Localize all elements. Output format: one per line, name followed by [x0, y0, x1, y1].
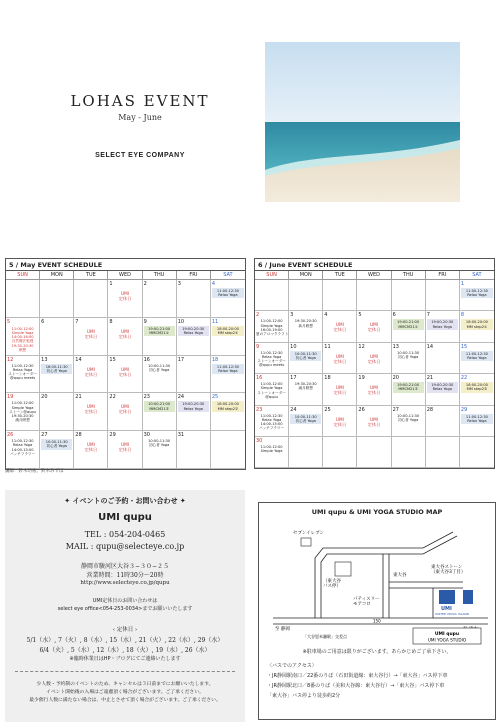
event-entry: 11:00-12:30 Relax Yoga	[461, 288, 493, 298]
map-label-east: 東大谷	[393, 573, 407, 578]
day-number: 25	[211, 394, 219, 401]
may-dow-sat: SAT	[211, 271, 245, 280]
day-number: 27	[41, 432, 48, 439]
event-entry: 18:00-20:00 MM step2①	[212, 326, 244, 336]
umi-annex-marker	[463, 590, 473, 604]
map-label-umi: UMI	[441, 606, 452, 612]
june-dow-fri: FRI	[426, 271, 460, 280]
map-label-ando	[323, 577, 341, 589]
may-day-cell	[143, 318, 177, 356]
event-entry: 10:00-11:30 初心者 Yoga	[397, 413, 420, 422]
june-day-cell	[392, 437, 426, 468]
event-entry: 11:00-12:30 Relax Yoga 14:00-15:00 バッチフラワー	[258, 413, 285, 431]
day-number: 4	[324, 312, 328, 319]
june-calendar-title: 6 / June EVENT SCHEDULE	[255, 259, 494, 271]
day-number: 2	[256, 312, 260, 319]
may-day-cell	[6, 318, 40, 356]
june-day-cell	[392, 280, 426, 311]
june-day-cell	[323, 280, 357, 311]
event-entry: 18:00-20:00 MM step2②	[461, 382, 493, 392]
june-day-cell	[323, 437, 357, 468]
closed-day-inquiry-note: UMI定休日のお問い合わせは	[92, 598, 158, 604]
event-entry: 11:00-12:00 Simple Yoga	[260, 444, 283, 454]
day-number: 28	[426, 406, 434, 413]
closed-day-label: UMI 定休日	[367, 322, 381, 333]
day-number: 1	[109, 281, 113, 287]
may-day-cell	[40, 356, 74, 394]
event-entry: 11:00-12:30 Relax Yoga	[461, 414, 493, 424]
closed-day-label: UMI 定休日	[84, 328, 98, 339]
day-number: 7	[75, 318, 79, 325]
may-day-cell	[211, 431, 245, 469]
june-day-cell	[460, 374, 494, 405]
may-day-cell	[6, 356, 40, 394]
studio-map-panel	[258, 502, 496, 720]
may-day-cell	[143, 280, 177, 318]
cancellation-note: 少人数・予約制のイベントのため、キャンセルは３日前までにお願いいたします。	[36, 682, 214, 687]
june-day-cell	[323, 343, 357, 374]
june-day-cell	[392, 406, 426, 437]
may-day-cell	[108, 318, 142, 356]
june-calendar	[254, 258, 495, 469]
may-dow-sun: SUN	[6, 271, 40, 280]
june-day-cell	[289, 343, 323, 374]
june-day-cell	[289, 406, 323, 437]
event-entry: 11:00-12:00 Simple Yoga 16:00-19:00 夏のアロマクラフト	[256, 319, 289, 336]
june-day-cell	[460, 406, 494, 437]
day-number: 28	[75, 432, 82, 439]
june-day-cell	[426, 311, 460, 342]
day-number: 16	[256, 375, 263, 382]
june-day-cell	[289, 280, 323, 311]
day-number: 19	[7, 394, 14, 401]
june-day-cell	[426, 437, 460, 468]
event-period: May - June	[118, 113, 162, 122]
may-day-cell	[211, 318, 245, 356]
june-day-cell	[357, 343, 391, 374]
june-day-cell	[357, 406, 391, 437]
may-day-cell	[6, 280, 40, 318]
june-day-cell	[392, 343, 426, 374]
may-day-cell	[74, 393, 108, 431]
may-day-cell	[177, 318, 211, 356]
may-day-cell	[211, 356, 245, 394]
event-entry: 10:00-11:30 初心者 Yoga	[290, 414, 321, 424]
instructors: 講師：鈴木功祐、鈴木みずほ	[5, 469, 64, 474]
may-day-cell	[177, 356, 211, 394]
june-day-cell	[323, 406, 357, 437]
closed-day-label: UMI 定休日	[333, 416, 347, 427]
may-day-cell	[143, 356, 177, 394]
june-day-cell	[289, 374, 323, 405]
event-entry: 19:00-20:30 Relax Yoga	[427, 319, 458, 329]
may-day-cell	[40, 431, 74, 469]
closed-day-label: UMI 定休日	[118, 366, 132, 377]
map-label-seven: セブンイレブン	[293, 531, 324, 536]
day-number: 23	[256, 406, 263, 413]
june-day-cell	[255, 374, 289, 405]
divider	[15, 671, 235, 672]
closed-day-label: UMI 定休日	[118, 291, 132, 301]
map-label-line: パティスリー	[353, 597, 380, 602]
may-dow-fri: FRI	[177, 271, 211, 280]
june-calendar-grid	[255, 271, 494, 468]
office-contact-note: select eye office<054-253-0034>までお願いいたします	[57, 606, 193, 612]
bus-access-title: 〈バスでのアクセス〉	[267, 663, 317, 669]
june-day-cell	[357, 280, 391, 311]
umi-building-marker	[439, 590, 455, 604]
day-number: 25	[324, 406, 331, 413]
business-hours: 営業時間：11時30分〜20時	[86, 572, 164, 579]
closed-day-label: UMI 定休日	[333, 322, 347, 333]
closed-days-title: ‹ 定休日 ›	[112, 627, 138, 633]
june-day-cell	[426, 280, 460, 311]
late-entry-note: イベント開始後の入場はご遠慮頂く場合がございます。ご了承ください。	[46, 690, 204, 695]
bus-access	[267, 661, 448, 701]
event-entry: 18:00-20:00 MM step2①	[461, 319, 493, 329]
closed-days-june: 6/4（火）, 5（水）, 12（水）, 18（火）, 19（水）, 26（水）	[39, 647, 211, 654]
event-entry: 19:30-20:30 新月瞑想	[294, 319, 317, 328]
map-label-route: 150	[373, 618, 381, 624]
day-number: 9	[256, 343, 260, 350]
may-day-cell	[177, 393, 211, 431]
may-day-cell	[108, 393, 142, 431]
map-label-line: 東大谷ストーン	[431, 565, 463, 570]
event-entry: 19:00-21:00 MMCM21①	[144, 326, 175, 336]
event-entry: 19:00-20:30 Relax Yoga	[178, 401, 209, 411]
june-day-cell	[289, 437, 323, 468]
event-entry: 11:00-12:30 Relax Yoga ストーンオーダー @qupu meets	[257, 350, 286, 368]
day-number: 22	[109, 394, 116, 401]
day-number: 11	[211, 318, 219, 325]
parking-note: ※駐車場のご用意は限りがございます。あらかじめご了承下さい。	[302, 649, 452, 655]
event-entry: 11:00-12:30 Relax Yoga	[461, 351, 493, 361]
map-label-line: （東大谷	[323, 579, 341, 584]
contact-heading: ✦ イベントのご予約・お問い合わせ ✦	[64, 497, 186, 505]
phone-number[interactable]: TEL : 054-204-0465	[84, 530, 166, 539]
street-map	[263, 518, 493, 646]
june-day-cell	[255, 437, 289, 468]
day-number: 18	[211, 356, 219, 363]
bus-access-walk: 「東大谷」バス停より徒歩約2分	[267, 693, 341, 699]
june-day-cell	[255, 311, 289, 342]
event-entry: 11:00-12:30 Relax Yoga 14:00-15:00 バッチフラワー	[9, 439, 36, 456]
map-label-patisserie	[353, 596, 380, 607]
closed-day-label: UMI 定休日	[367, 416, 381, 427]
june-day-cell	[392, 311, 426, 342]
event-entry: 11:00-12:00 Simple Yoga ストーン@qupu 19:30-20:30 満月瞑想	[9, 401, 37, 423]
bus-stop-marker	[335, 562, 351, 576]
may-day-cell	[74, 318, 108, 356]
may-day-cell	[177, 280, 211, 318]
event-entry: 10:00-11:30 初心者 Yoga	[290, 351, 321, 361]
beach-photo	[265, 42, 460, 202]
may-day-cell	[211, 393, 245, 431]
event-entry: 19:00-21:00 MMCM21①	[393, 319, 424, 329]
event-entry: 18:00-20:00 MM step2②	[212, 401, 244, 411]
june-day-cell	[323, 374, 357, 405]
event-entry: 11:00-12:30 Relax Yoga ストーンオーダー @qupu meets	[8, 363, 37, 381]
day-number: 10	[177, 318, 185, 325]
day-number: 8	[109, 318, 113, 325]
may-calendar-title: 5 / May EVENT SCHEDULE	[6, 259, 245, 271]
june-day-cell	[460, 280, 494, 311]
day-number: 20	[392, 375, 399, 382]
closed-day-label: UMI 定休日	[84, 366, 98, 377]
bus-access-route-2: ・JR静岡駅北口／8番のりば（美和大谷線：東大谷行）→「東大谷」バス停下車	[267, 683, 445, 689]
event-entry: 10:00-21:00 MMCM21②	[144, 401, 175, 411]
closed-day-label: UMI 定休日	[118, 328, 132, 339]
june-day-cell	[255, 343, 289, 374]
may-day-cell	[74, 280, 108, 318]
day-number: 12	[7, 356, 14, 363]
june-day-cell	[460, 343, 494, 374]
closed-day-label: UMI 定休日	[118, 442, 132, 453]
day-number: 16	[143, 356, 150, 363]
map-studio-name: UMI qupu	[434, 632, 460, 637]
may-calendar	[5, 258, 246, 470]
day-number: 3	[177, 281, 181, 287]
closed-days-may: 5/1（水）, 7（火）, 8（水）, 15（水）, 21（火）, 22（水）, 29（水）	[26, 637, 224, 644]
event-entry: 19:00-20:30 Relax Yoga	[178, 326, 209, 336]
june-day-cell	[289, 311, 323, 342]
day-number: 29	[109, 432, 116, 439]
map-label-umi-sub: UNITED MUSIC ISLAND	[435, 612, 470, 616]
map-label-line: バス停）	[323, 584, 341, 589]
may-day-cell	[211, 280, 245, 318]
day-number: 7	[426, 312, 430, 319]
day-number: 13	[41, 356, 48, 363]
bus-access-route-1: ・JR静岡駅南口／22番のりば（石田街道線：東大谷行）→「東大谷」バス停下車	[267, 673, 448, 679]
day-number: 18	[324, 375, 331, 382]
june-dow-thu: THU	[392, 271, 426, 280]
may-day-cell	[6, 431, 40, 469]
day-number: 23	[143, 394, 150, 401]
closed-day-label: UMI 定休日	[333, 353, 347, 364]
day-number: 2	[143, 281, 147, 287]
day-number: 8	[460, 312, 465, 319]
june-dow-wed: WED	[357, 271, 391, 280]
may-dow-thu: THU	[143, 271, 177, 280]
event-entry: 19:00-20:30 Relax Yoga	[427, 382, 458, 392]
closed-day-label: UMI 定休日	[118, 404, 132, 415]
day-number: 24	[177, 394, 185, 401]
website-link[interactable]: http://www.selecteye.co.jp/qupu	[80, 580, 170, 586]
june-day-cell	[357, 311, 391, 342]
minimum-participants-note: 最少催行人数に満たない場合は、中止とさせて頂く場合がございます。ご了承ください。	[29, 698, 221, 703]
june-day-cell	[426, 406, 460, 437]
day-number: 21	[75, 394, 82, 401]
beach-illustration	[265, 42, 460, 202]
closed-day-label: UMI 定休日	[367, 353, 381, 364]
may-day-cell	[40, 393, 74, 431]
day-number: 14	[75, 356, 82, 363]
temporary-closure-note: ※臨時休業日はHP・ブログにてご連絡いたします	[69, 656, 181, 662]
contact-panel	[5, 490, 245, 722]
company-name: SELECT EYE COMPANY	[95, 152, 185, 159]
map-title: UMI qupu & UMI YOGA STUDIO MAP	[311, 508, 443, 516]
june-dow-sat: SAT	[460, 271, 494, 280]
day-number: 30	[256, 437, 263, 444]
day-number: 4	[211, 281, 216, 287]
day-number: 21	[426, 375, 434, 382]
may-day-cell	[40, 280, 74, 318]
june-day-cell	[426, 343, 460, 374]
june-day-cell	[357, 437, 391, 468]
day-number: 24	[290, 406, 297, 413]
may-day-cell	[108, 280, 142, 318]
june-dow-tue: TUE	[323, 271, 357, 280]
closed-day-label: UMI 定休日	[84, 442, 98, 453]
may-dow-wed: WED	[108, 271, 142, 280]
day-number: 13	[392, 343, 399, 350]
event-entry: 11:00-12:30 Relax Yoga	[212, 364, 244, 374]
day-number: 5	[7, 318, 11, 325]
june-day-cell	[426, 374, 460, 405]
may-day-cell	[143, 393, 177, 431]
map-label-hcl	[431, 563, 465, 575]
day-number: 14	[426, 343, 434, 350]
day-number: 1	[460, 281, 465, 287]
may-day-cell	[143, 431, 177, 469]
day-number: 26	[7, 432, 14, 439]
june-day-cell	[323, 311, 357, 342]
event-entry: 16:00-11:30 初心者 Yoga	[41, 364, 72, 374]
june-dow-mon: MON	[289, 271, 323, 280]
event-entry: 11:00-12:30 Relax Yoga	[212, 288, 244, 298]
may-calendar-grid	[6, 271, 245, 469]
shop-address: 静岡市駿河区大谷３−３０−２５	[80, 563, 170, 570]
map-label-line: モアコロ	[353, 602, 371, 607]
may-day-cell	[177, 431, 211, 469]
convenience-store-marker	[301, 538, 311, 546]
day-number: 19	[358, 375, 365, 382]
day-number: 3	[290, 312, 294, 319]
event-entry: 19:00-21:00 MMCM21②	[393, 382, 424, 392]
day-number: 30	[143, 432, 150, 439]
day-number: 26	[358, 406, 365, 413]
may-day-cell	[108, 356, 142, 394]
email-address[interactable]: MAIL : qupu@selecteye.co.jp	[65, 542, 185, 551]
map-studio-sub: UMI YOGA STUDIO	[427, 637, 467, 643]
event-entry: 10:00-11:30 初心者 Yoga	[148, 439, 171, 448]
day-number: 9	[143, 318, 147, 325]
may-dow-mon: MON	[40, 271, 74, 280]
event-entry: 19:30-20:30 満月瞑想	[294, 382, 317, 391]
map-label-intersection: 「大谷恩米瀬駅」交差点	[303, 634, 347, 639]
june-day-cell	[357, 374, 391, 405]
closed-day-label: UMI 定休日	[84, 404, 98, 415]
event-entry: 10:00-11:30 初心者 Yoga	[397, 350, 420, 359]
day-number: 15	[109, 356, 116, 363]
day-number: 6	[392, 312, 396, 319]
june-dow-sun: SUN	[255, 271, 289, 280]
closed-day-label: UMI 定休日	[367, 385, 381, 396]
may-day-cell	[108, 431, 142, 469]
day-number: 20	[41, 394, 48, 401]
day-number: 15	[460, 343, 468, 350]
june-day-cell	[255, 280, 289, 311]
event-entry: 11:00-12:00 Simple Yoga ストーンオーダー @qupu	[257, 382, 286, 399]
day-number: 11	[324, 343, 331, 350]
day-number: 17	[177, 356, 185, 363]
june-day-cell	[255, 406, 289, 437]
day-number: 6	[41, 318, 45, 325]
day-number: 5	[358, 312, 362, 319]
may-day-cell	[40, 318, 74, 356]
day-number: 12	[358, 343, 365, 350]
day-number: 10	[290, 343, 297, 350]
may-day-cell	[74, 356, 108, 394]
event-entry: 10:00-11:30 初心者 Yoga	[148, 363, 171, 372]
may-dow-tue: TUE	[74, 271, 108, 280]
event-entry: 11:00-12:00 Simple Yoga 14:00-16:00 自然療法勉強 19:30-20:30 瞑想	[11, 326, 34, 352]
event-title: LOHAS EVENT	[70, 92, 210, 110]
closed-day-label: UMI 定休日	[333, 385, 347, 396]
event-entry: 10:00-11:30 初心者 Yoga	[41, 439, 72, 449]
day-number: 31	[177, 432, 185, 439]
map-label-to-shizuoka: 至 静岡	[275, 627, 290, 632]
map-label-line: （東大谷3丁目）	[431, 570, 466, 575]
day-number: 27	[392, 406, 399, 413]
day-number: 29	[460, 406, 468, 413]
day-number: 22	[460, 375, 468, 382]
shop-name: UMI qupu	[98, 512, 152, 523]
june-day-cell	[392, 374, 426, 405]
may-day-cell	[74, 431, 108, 469]
june-day-cell	[460, 311, 494, 342]
june-day-cell	[460, 437, 494, 468]
map-label-ando-text	[323, 577, 341, 589]
may-day-cell	[6, 393, 40, 431]
day-number: 17	[290, 375, 297, 382]
